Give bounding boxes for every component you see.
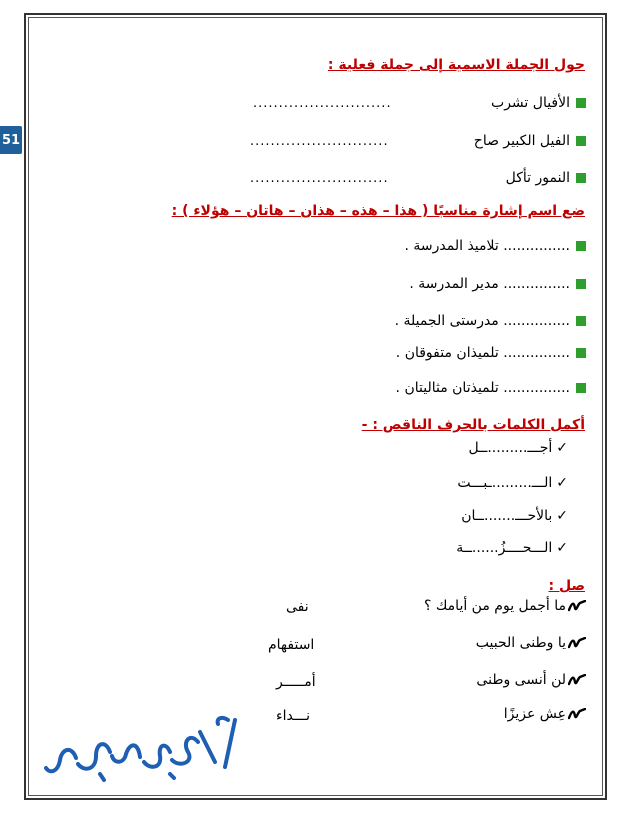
pen-stroke-icon <box>568 637 586 649</box>
section3-item <box>469 440 568 456</box>
section1-item <box>491 95 586 111</box>
section2-item <box>405 238 586 254</box>
section1-item-text: النمور تأكل <box>505 170 570 186</box>
section2-item <box>409 276 586 292</box>
match-sentence <box>504 706 586 722</box>
checkmark-icon: ✓ <box>556 440 568 456</box>
green-square-icon <box>576 241 586 251</box>
checkmark-icon: ✓ <box>556 508 568 524</box>
section1-item-text: الفيل الكبير صاح <box>473 133 570 149</box>
green-square-icon <box>576 173 586 183</box>
section3-heading: أكمل الكلمات بالحرف الناقص : - <box>361 417 585 433</box>
answer-blank[interactable]: ........................... <box>253 96 392 111</box>
section2-item <box>396 380 586 396</box>
section2-item-text: ............... تلاميذ المدرسة . <box>404 238 570 254</box>
section2-item <box>395 313 586 329</box>
section1-item-text: الأفيال تشرب <box>491 95 570 111</box>
green-square-icon <box>576 348 586 358</box>
author-signature <box>40 712 245 787</box>
match-sentence-text: يا وطنى الحبيب <box>475 635 566 651</box>
section3-item <box>457 475 568 491</box>
match-sentence <box>476 635 586 651</box>
match-sentence <box>424 598 586 614</box>
section1-item <box>474 133 586 149</box>
checkmark-icon: ✓ <box>556 540 568 556</box>
green-square-icon <box>576 98 586 108</box>
section2-item <box>396 345 586 361</box>
answer-blank[interactable]: ........................... <box>250 134 389 149</box>
match-sentence-text: لن أنسى وطنى <box>476 672 566 688</box>
green-square-icon <box>576 383 586 393</box>
section2-item-text: ............... مدرستى الجميلة . <box>394 313 570 329</box>
match-sentence <box>476 672 586 688</box>
match-sentence-text: ما أجمل يوم من أيامك ؟ <box>424 598 566 614</box>
section1-item <box>506 170 586 186</box>
section3-item <box>456 540 568 556</box>
section4-heading: صل : <box>548 578 585 594</box>
section3-item-text: أجـــ.........ــل <box>468 440 553 456</box>
green-square-icon <box>576 279 586 289</box>
pen-stroke-icon <box>568 600 586 612</box>
section2-item-text: ............... تلميذتان مثاليتان . <box>395 380 570 396</box>
pen-stroke-icon <box>568 674 586 686</box>
match-type: نفى <box>286 599 309 615</box>
section3-item-text: الـــحــــزُ......ــة <box>456 540 553 556</box>
match-type: نـــداء <box>276 708 311 724</box>
section2-item-text: ............... تلميذان متفوقان . <box>395 345 570 361</box>
match-type: أمـــــر <box>276 674 316 690</box>
page-number: 51 <box>0 126 22 154</box>
green-square-icon <box>576 316 586 326</box>
section3-item-text: بالأحـــ.......ــان <box>461 508 553 524</box>
checkmark-icon: ✓ <box>556 475 568 491</box>
section1-heading: حول الجملة الاسمية إلى جملة فعلية : <box>327 57 585 73</box>
section3-item-text: الـــ.........ـبـــت <box>457 475 553 491</box>
section3-item <box>461 508 568 524</box>
answer-blank[interactable]: ........................... <box>250 171 389 186</box>
section2-heading: ضع اسم إشارة مناسبًا ( هذا – هذه – هذان – هاتان – هؤلاء ) : <box>171 203 585 219</box>
green-square-icon <box>576 136 586 146</box>
section2-item-text: ............... مدير المدرسة . <box>409 276 570 292</box>
match-type: استفهام <box>268 637 315 653</box>
match-sentence-text: عِش عزيزًا <box>503 706 566 722</box>
pen-stroke-icon <box>568 708 586 720</box>
